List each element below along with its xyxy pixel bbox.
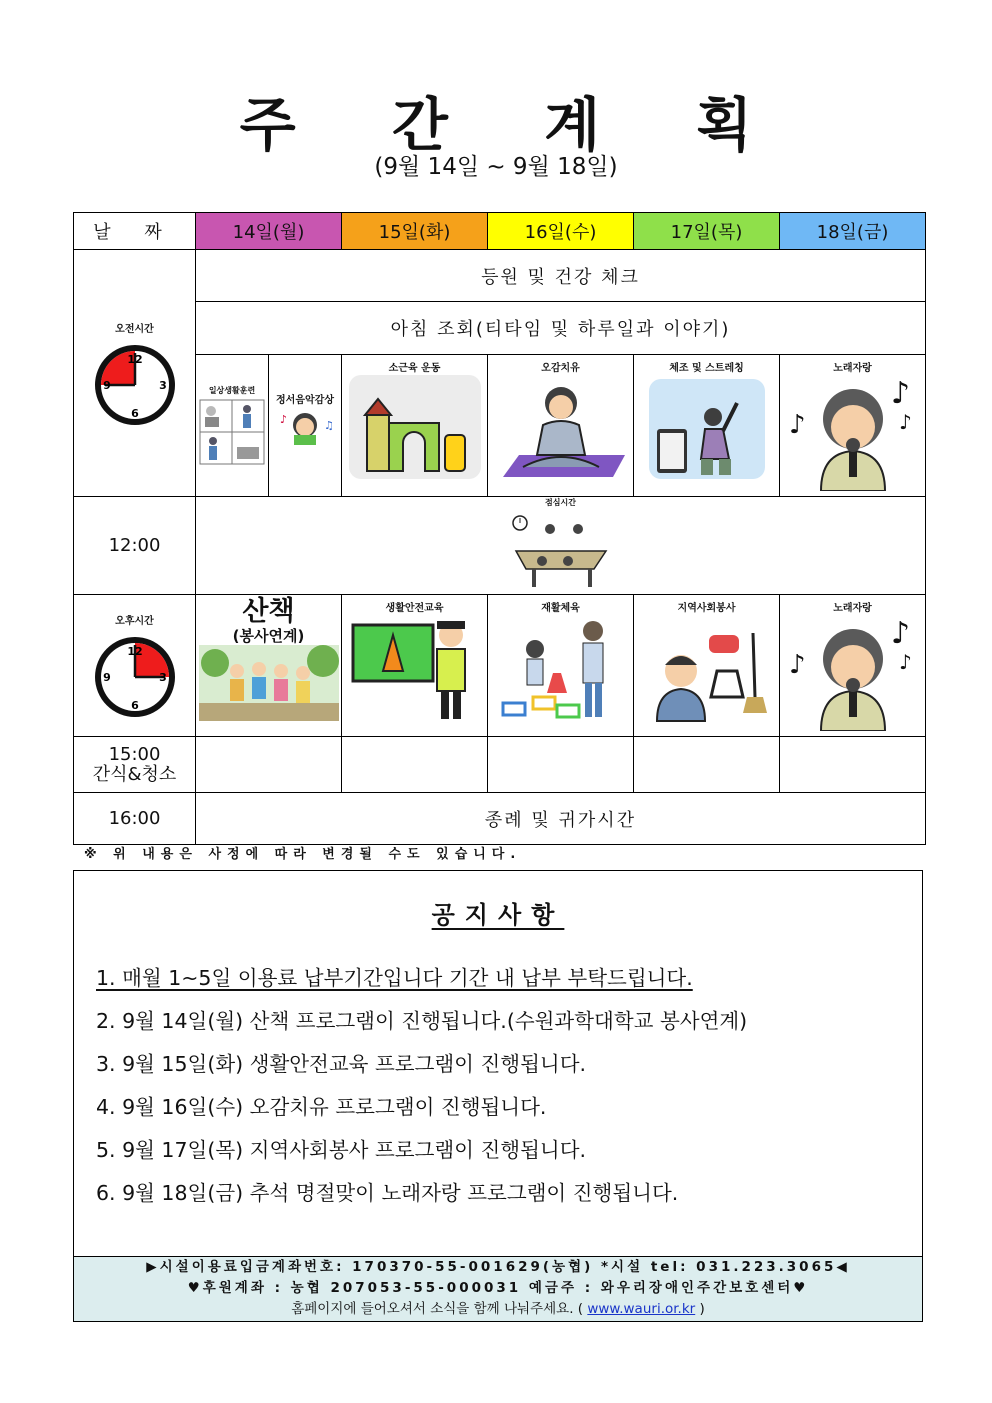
stretching-icon xyxy=(639,373,775,483)
snack-thu xyxy=(634,737,780,793)
morning-time-cell xyxy=(74,250,196,497)
singing-icon xyxy=(781,613,925,731)
afternoon-time-cell xyxy=(74,595,196,737)
act-wed-sensory: 오감치유 xyxy=(488,355,634,497)
svg-text:♪: ♪ xyxy=(898,410,912,434)
svg-text:12: 12 xyxy=(126,645,143,658)
snack-time-cell xyxy=(74,737,196,793)
closing-text: 종례 및 귀가시간 xyxy=(196,793,926,845)
row-snack xyxy=(74,737,926,793)
act-tue-safety: 생활안전교육 xyxy=(342,595,488,737)
daily-training-icon xyxy=(199,399,265,465)
footer-info xyxy=(74,1256,922,1321)
act-thu-community-service: 지역사회봉사 xyxy=(634,595,780,737)
row-morning-activities xyxy=(74,355,926,497)
act-mon-daily-training: 일상생활훈련 xyxy=(196,355,269,497)
svg-text:9: 9 xyxy=(102,378,111,392)
afternoon-label: 오후시간 xyxy=(115,616,154,627)
svg-text:3: 3 xyxy=(158,671,167,684)
lunch-cell xyxy=(196,497,926,595)
singing-icon xyxy=(781,373,925,491)
row-lunch xyxy=(74,497,926,595)
safety-officer-icon xyxy=(347,613,483,723)
notice-item: 6. 9월 18일(금) 추석 명절맞이 노래자랑 프로그램이 진행됩니다. xyxy=(96,1181,679,1205)
day-fri: 18일(금) xyxy=(780,213,926,250)
day-mon: 14일(월) xyxy=(196,213,342,250)
notice-list xyxy=(96,963,747,1221)
walking-group-icon xyxy=(199,645,339,721)
notice-box xyxy=(73,870,923,1322)
walk-subtitle: (봉사연계) xyxy=(232,627,305,645)
day-tue: 15일(화) xyxy=(342,213,488,250)
morning-label: 오전시간 xyxy=(115,323,154,335)
svg-text:♫: ♫ xyxy=(324,419,334,432)
walk-title: 산책 xyxy=(242,596,295,627)
svg-text:6: 6 xyxy=(130,406,139,420)
notice-item: 4. 9월 16일(수) 오감치유 프로그램이 진행됩니다. xyxy=(96,1095,547,1119)
act-mon-walk xyxy=(196,595,342,737)
row-closing xyxy=(74,793,926,845)
lunch-label: 점심시간 xyxy=(545,498,576,507)
music-listening-icon xyxy=(272,405,338,445)
svg-text:12: 12 xyxy=(126,352,143,366)
notice-title: 공지사항 xyxy=(431,901,565,929)
clock-9-12-icon xyxy=(93,343,177,427)
change-note: ※ 위 내용은 사정에 따라 변경될 수도 있습니다. xyxy=(84,847,522,862)
closing-time: 16:00 xyxy=(74,793,196,845)
row-arrival xyxy=(74,250,926,302)
header-row xyxy=(74,213,926,250)
snack-label: 간식&청소 xyxy=(92,763,177,785)
snack-tue xyxy=(342,737,488,793)
svg-text:♪: ♪ xyxy=(788,650,806,680)
svg-text:♪: ♪ xyxy=(898,650,912,674)
svg-text:3: 3 xyxy=(158,378,167,392)
lunch-time: 12:00 xyxy=(74,497,196,595)
svg-text:♪: ♪ xyxy=(788,410,806,440)
act-thu-stretching: 체조 및 스트레칭 xyxy=(634,355,780,497)
svg-text:♪: ♪ xyxy=(280,413,288,426)
notice-item: 3. 9월 15일(화) 생활안전교육 프로그램이 진행됩니다. xyxy=(96,1052,587,1076)
community-service-icon xyxy=(639,613,775,723)
donation-account-line: ♥후원계좌 : 농협 207053-55-000031 예금주 : 와우리장애인주간보호센터♥ xyxy=(187,1280,809,1296)
act-wed-rehab-sports: 재활체육 xyxy=(488,595,634,737)
bank-account-line: ▶시설이용료입금계좌번호: 170370-55-001629(농협) *시설 tel: 031.223.3065◀ xyxy=(146,1259,850,1275)
act-mon-music: 정서음악감상 ♪ ♫ xyxy=(269,355,342,497)
notice-item: 5. 9월 17일(목) 지역사회봉사 프로그램이 진행됩니다. xyxy=(96,1138,587,1162)
blocks-icon xyxy=(347,373,483,481)
act-fri-singing: 노래자랑 ♪ ♪ ♪ xyxy=(780,355,926,497)
notice-item: 1. 매월 1~5일 이용료 납부기간입니다 기간 내 납부 부탁드립니다. xyxy=(96,966,693,990)
homepage-link[interactable]: www.wauri.or.kr xyxy=(587,1301,696,1317)
snack-mon xyxy=(196,737,342,793)
date-range: (9월 14일 ~ 9월 18일) xyxy=(374,154,618,180)
date-header: 날 짜 xyxy=(74,213,196,250)
rehab-sports-icon xyxy=(493,613,629,723)
snack-wed xyxy=(488,737,634,793)
meditation-icon xyxy=(493,373,629,483)
svg-text:♪: ♪ xyxy=(890,376,910,411)
day-wed: 16일(수) xyxy=(488,213,634,250)
day-thu: 17일(목) xyxy=(634,213,780,250)
lunch-icon xyxy=(506,511,616,589)
svg-text:6: 6 xyxy=(130,699,139,712)
snack-time: 15:00 xyxy=(108,743,161,765)
svg-text:♪: ♪ xyxy=(890,616,910,651)
row-morning-meeting xyxy=(74,302,926,355)
morning-meeting: 아침 조회(티타임 및 하루일과 이야기) xyxy=(196,302,926,355)
row-afternoon-activities xyxy=(74,595,926,737)
weekly-schedule-table xyxy=(73,212,926,845)
clock-12-3-icon xyxy=(93,635,177,719)
snack-fri xyxy=(780,737,926,793)
act-tue-fine-motor: 소근육 운동 xyxy=(342,355,488,497)
homepage-line: 홈페이지에 들어오셔서 소식을 함께 나눠주세요. ( www.wauri.or.kr ) xyxy=(291,1301,705,1317)
arrival-health-check: 등원 및 건강 체크 xyxy=(196,250,926,302)
page-title: 주 간 계 획 xyxy=(239,91,791,159)
notice-item: 2. 9월 14일(월) 산책 프로그램이 진행됩니다.(수원과학대학교 봉사연계) xyxy=(96,1009,748,1033)
svg-text:9: 9 xyxy=(102,671,111,684)
act-fri-singing-pm: 노래자랑 ♪ ♪ ♪ xyxy=(780,595,926,737)
